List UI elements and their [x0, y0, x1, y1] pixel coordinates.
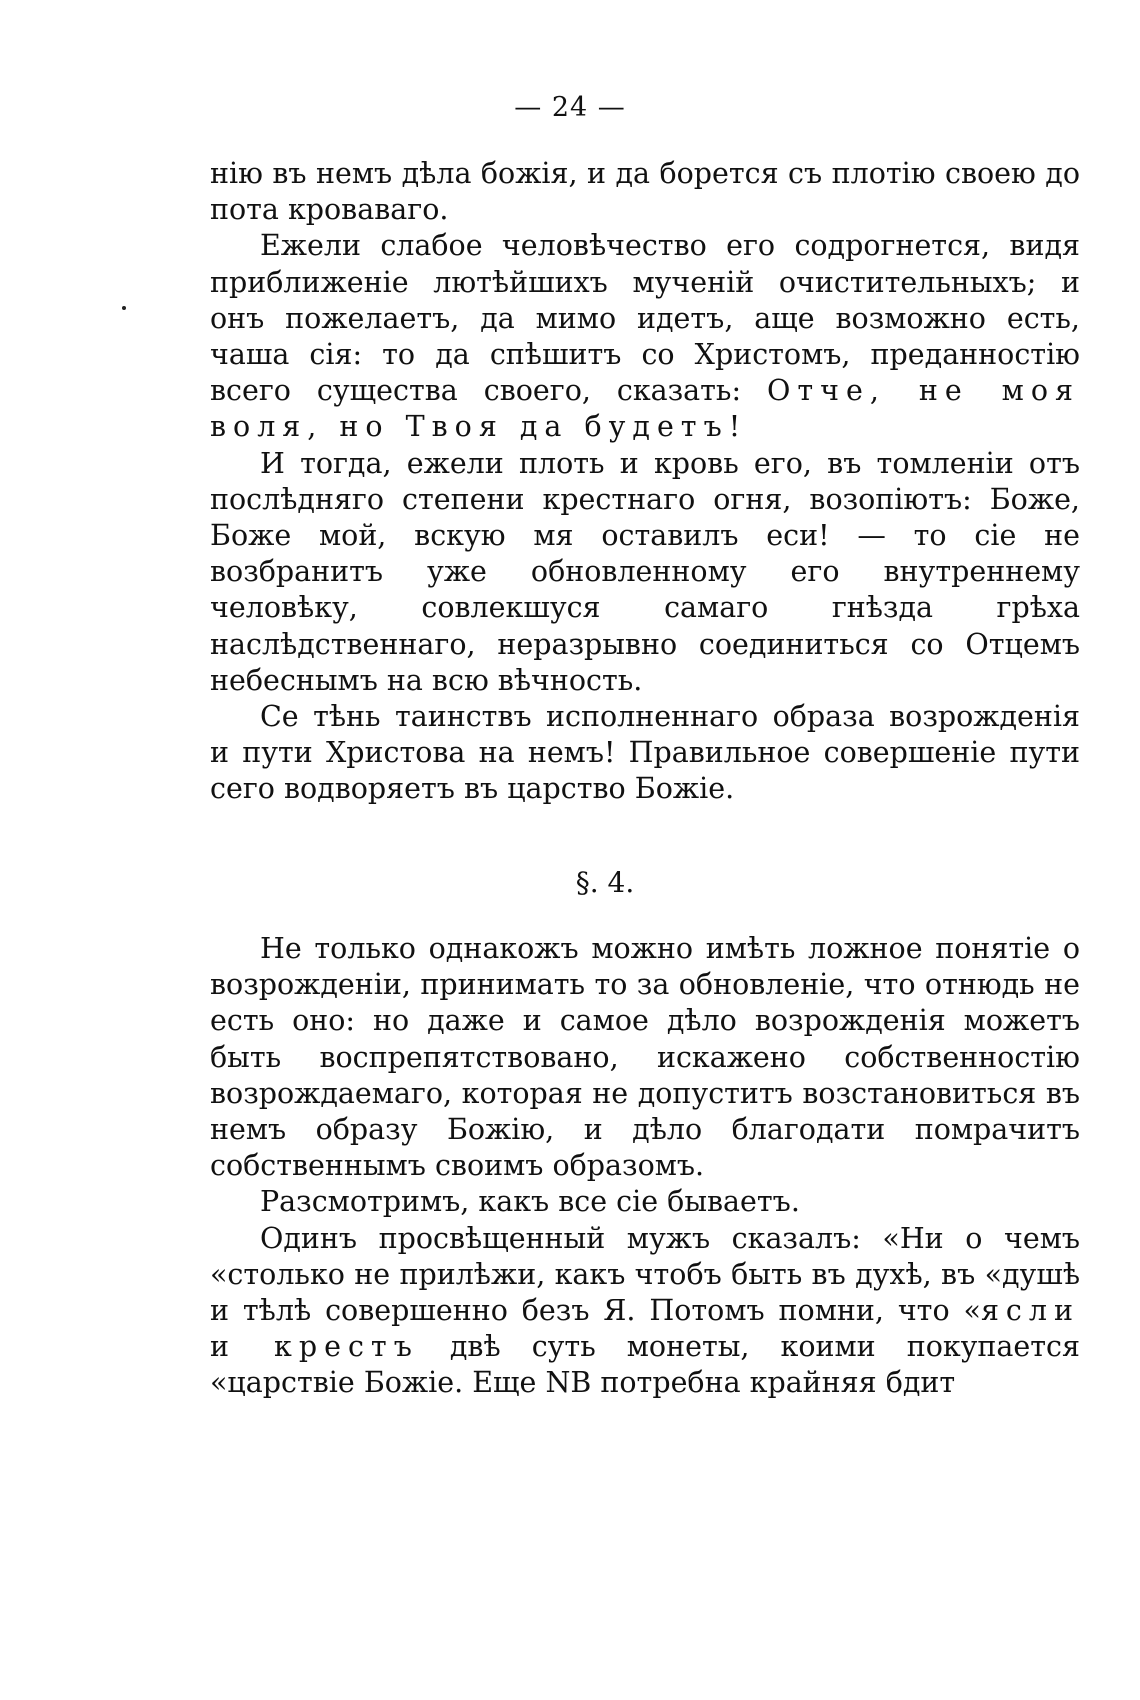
paragraph-quote [210, 1221, 1080, 1402]
paragraph-continuation: нію въ немъ дѣла божія, и да борется съ плотію своею до пота кроваваго. [210, 157, 1080, 227]
paragraph-text: Ежели слабое человѣчество его содрогнется, видя приближеніе лютѣйшихъ мученій очистительныхъ; и онъ пожелаетъ, да мимо идетъ, аще возможно есть, чаша сія: то да спѣшитъ со Христомъ, преданностію всего существа своего, сказать: [210, 229, 1080, 408]
emphasized-words: ясли и крестъ [210, 1294, 1080, 1364]
paragraph-shadow: Се тѣнь таинствъ исполненнаго образа возрожденія и пути Христова на немъ! Правильное совершеніе пути сего водворяетъ въ царство Божіе. [210, 700, 1080, 806]
text-block-top [210, 156, 1080, 808]
paragraph-text: двѣ суть монеты, коими покупается «царствіе Божіе. Еще NB потребна крайняя бдит [210, 1330, 1080, 1400]
margin-mark [122, 306, 126, 310]
emphasized-quote: Отче, не моя воля, но Твоя да будетъ! [210, 374, 1080, 444]
paragraph-text: Одинъ просвѣщенный мужъ сказалъ: «Ни о чемъ «столько не прилѣжи, какъ чтобъ быть въ духѣ, въ «душѣ и тѣлѣ совершенно безъ Я. Потомъ помни, что « [210, 1221, 1080, 1328]
paragraph-false-notion: Не только однакожъ можно имѣть ложное понятіе о возрожденіи, принимать то за обновленіе, что отнюдь не есть оно: но даже и самое дѣло возрожденія можетъ быть воспрепятствовано, искажено собственностію возрождаемаго, которая не допуститъ возстановиться въ немъ образу Божію, и дѣло благодати помрачитъ собственнымъ своимъ образомъ. [210, 932, 1080, 1183]
paragraph-examine: Разсмотримъ, какъ все сіе бываетъ. [260, 1185, 800, 1219]
paragraph-cry: И тогда, ежели плоть и кровь его, въ томленіи отъ послѣдняго степени крестнаго огня, возопіютъ: Боже, Боже мой, вскую мя оставилъ еси! — то сіе не возбранитъ уже обновленному его внутреннему человѣку, совлекшуся самаго гнѣзда грѣха наслѣдственнаго, неразрывно соединиться со Отцемъ небеснымъ на всю вѣчность. [210, 446, 1080, 697]
section-heading: §. 4. [575, 866, 635, 899]
page-number: — 24 — [514, 92, 626, 123]
paragraph-weakness [210, 228, 1080, 445]
text-block-bottom [210, 931, 1080, 1402]
